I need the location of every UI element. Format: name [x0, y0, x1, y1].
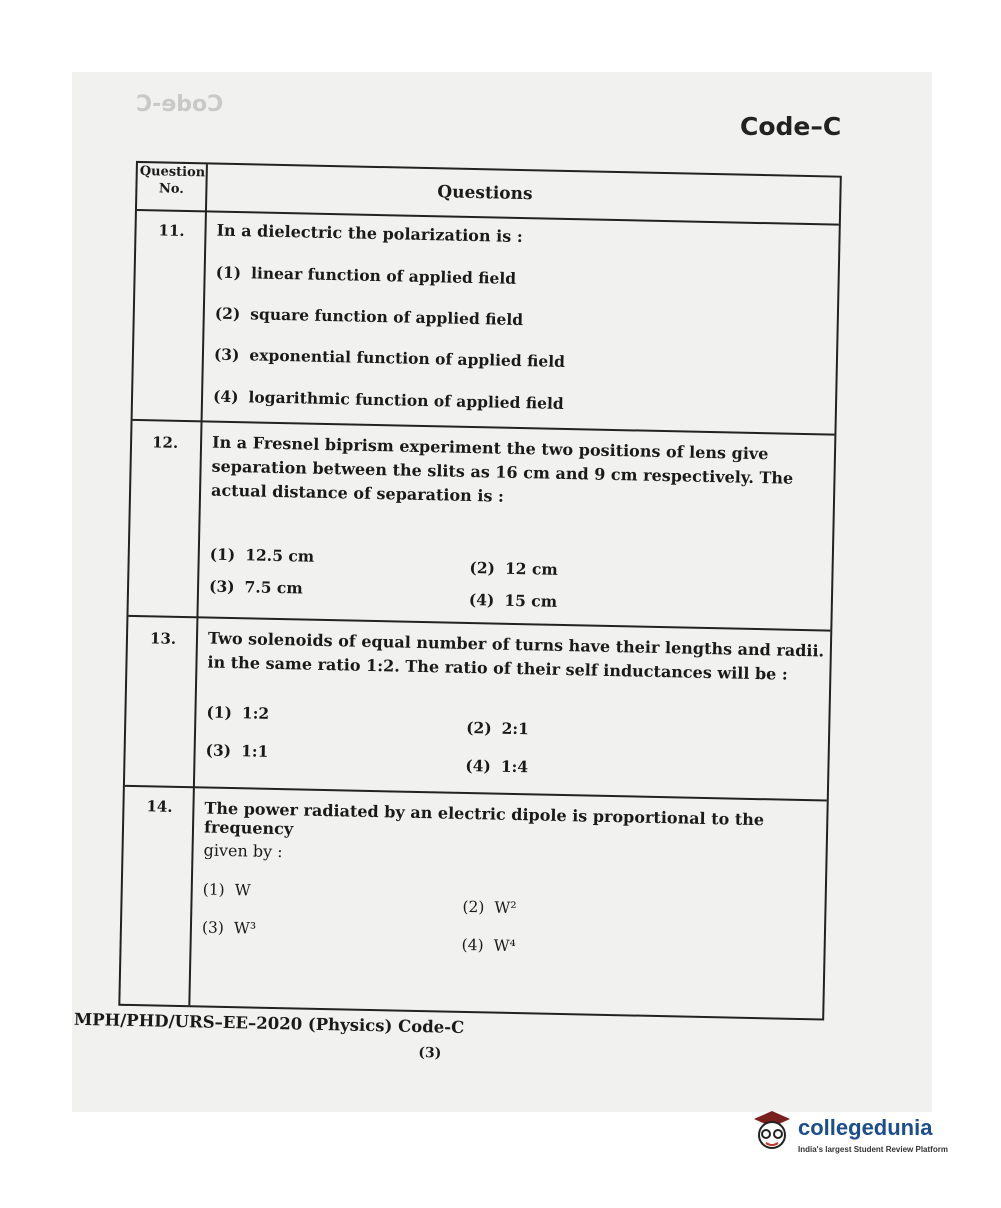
option-number: (2) [462, 897, 485, 917]
option-text: square function of applied field [250, 304, 524, 330]
option-number: (4) [468, 589, 495, 610]
option-number: (3) [201, 918, 225, 937]
mascot-icon [750, 1105, 794, 1155]
option-text: 12 cm [504, 558, 558, 579]
option [203, 880, 251, 899]
option-number: (1) [202, 880, 225, 899]
question-number: 12. [151, 433, 179, 452]
option-text: 1:1 [240, 741, 269, 761]
option-text: 7.5 cm [244, 577, 303, 598]
question-stem: The power radiated by an electric dipole is proportional to the frequency [203, 798, 765, 839]
logo-tagline: India's largest Student Review Platform [798, 1145, 948, 1154]
option-text: 1:2 [241, 703, 270, 723]
option-number: (1) [206, 702, 233, 723]
question-sheet [73, 160, 852, 1062]
option [461, 936, 515, 955]
option [462, 898, 516, 917]
option-number: (4) [465, 755, 492, 776]
option-number: (3) [213, 344, 240, 365]
option-text: logarithmic function of applied field [248, 387, 564, 413]
option-text: 1:4 [500, 756, 529, 777]
questions-table [118, 161, 842, 1021]
question-number: 11. [158, 221, 185, 240]
question-stem: In a Fresnel biprism experiment the two positions of lens give separation between the slits as 16 cm and 9 cm respectively. The actual distance of separation is : [210, 432, 794, 506]
option [202, 918, 256, 937]
option [469, 590, 558, 611]
option-number: (2) [469, 557, 496, 578]
page-number: (3) [418, 1045, 442, 1062]
option-text: W² [494, 898, 517, 918]
option [213, 387, 564, 413]
question-number: 14. [146, 797, 173, 816]
option-number: (2) [214, 303, 241, 324]
option-number: (4) [212, 386, 239, 407]
option [469, 558, 558, 579]
footer-title: MPH/PHD/URS–EE–2020 (Physics) Code-C [73, 1009, 465, 1037]
option-text: 12.5 cm [245, 545, 315, 566]
option [466, 718, 529, 738]
header-question-no: Question No. [139, 164, 206, 197]
option [465, 756, 528, 776]
option-text: linear function of applied field [250, 263, 517, 288]
header-questions: Questions [437, 182, 533, 205]
option [214, 345, 565, 371]
column-divider [188, 164, 208, 1005]
option [215, 304, 524, 329]
option-number: (1) [215, 262, 242, 283]
option-text: W [234, 881, 251, 900]
logo-name: collegedunia [798, 1115, 933, 1140]
option-number: (2) [465, 717, 492, 738]
bleed-through-code: Code-C [136, 92, 224, 117]
question-number: 13. [149, 629, 177, 648]
option [215, 263, 516, 288]
question-stem: In a dielectric the polarization is : [216, 220, 523, 247]
option-text: exponential function of applied field [249, 345, 566, 371]
option [209, 577, 303, 598]
option [210, 545, 315, 566]
option-number: (3) [205, 740, 232, 761]
option-number: (4) [461, 935, 484, 955]
option [205, 741, 268, 761]
option-number: (1) [209, 544, 236, 565]
option-text: 15 cm [504, 590, 558, 611]
option [206, 703, 269, 723]
option-number: (3) [208, 576, 235, 597]
option-text: W³ [233, 919, 257, 938]
question-stem: Two solenoids of equal number of turns have their lengths and radii. in the same ratio 1:2. The ratio of their self inductances will be : [207, 628, 825, 684]
option-text: W⁴ [493, 936, 516, 956]
option-text: 2:1 [501, 718, 530, 739]
question-stem-line2: given by : [203, 840, 283, 862]
paper-code: Code–C [740, 112, 842, 141]
collegedunia-logo [750, 1105, 980, 1165]
